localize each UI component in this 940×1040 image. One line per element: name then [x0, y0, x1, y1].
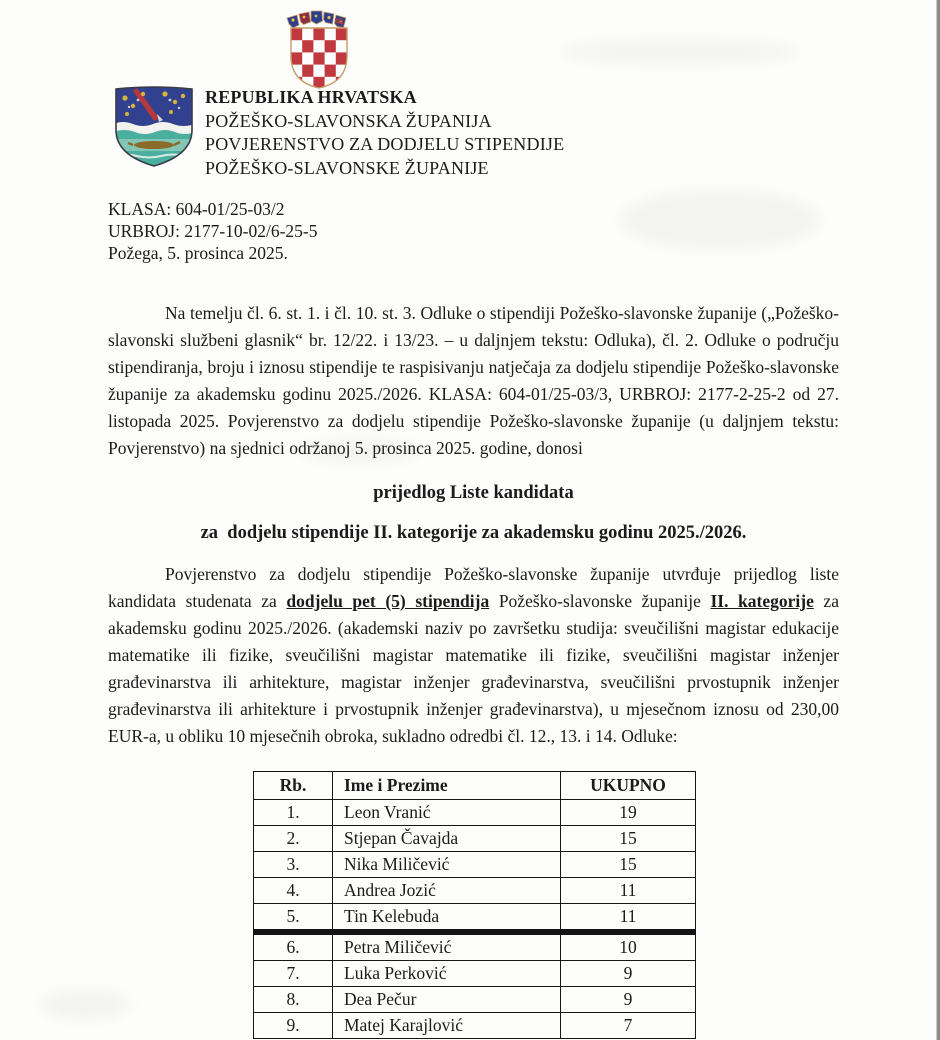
- decision-emphasis-category: II. kategorije: [710, 591, 814, 611]
- issuer-block: [205, 86, 564, 180]
- cell-name: Stjepan Čavajda: [333, 826, 561, 852]
- decision-emphasis-scholarships: dodjelu pet (5) stipendija: [286, 591, 490, 611]
- header-total: UKUPNO: [561, 772, 696, 800]
- document-body: [108, 300, 839, 1039]
- place-date-line: Požega, 5. prosinca 2025.: [108, 243, 288, 263]
- scan-smudge-artifact: [620, 190, 820, 250]
- document-title-line-2: za dodjelu stipendije II. kategorije za akademsku godinu 2025./2026.: [200, 523, 747, 543]
- decision-text-3: za akademsku godinu 2025./2026. (akademski naziv po završetku studija: sveučilišni magistar edukacije matematike ili fizike, sveučilišni magistar matematike ili fizike, sveučilišni magistar inženjer građevinarstva ili arhitekture, magistar inženjer građevinarstva, sveučilišni prvostupnik inženjer građevinarstva ili arhitekture i prvostupnik inženjer građevinarstva), u mjesečnom iznosu od 230,00 EUR-a, u obliku 10 mjesečnih obroka, sukladno odredbi čl. 12., 13. i 14. Odluke:: [108, 591, 839, 746]
- decision-text-1: Povjerenstvo za dodjelu stipendije Požeško-slavonske županije utvrđuje prijedlog liste kandidata studenata za: [108, 564, 839, 611]
- cell-total: 10: [561, 932, 696, 961]
- cell-rb: 9.: [254, 1013, 333, 1039]
- klasa-line: KLASA: 604-01/25-03/2: [108, 199, 285, 219]
- scan-edge-artifact: [935, 0, 940, 1040]
- cell-total: 15: [561, 826, 696, 852]
- cell-name: Luka Perković: [333, 961, 561, 987]
- header-rb: Rb.: [254, 772, 333, 800]
- cell-name: Andrea Jozić: [333, 878, 561, 904]
- table-row: [254, 961, 696, 987]
- document-meta: [108, 198, 318, 264]
- cell-total: 11: [561, 904, 696, 933]
- cell-rb: 1.: [254, 800, 333, 826]
- table-row: [254, 878, 696, 904]
- table-row: [254, 987, 696, 1013]
- cell-total: 15: [561, 852, 696, 878]
- cell-rb: 3.: [254, 852, 333, 878]
- decision-text-2: Požeško-slavonske županije: [489, 591, 711, 611]
- table-row: [254, 800, 696, 826]
- issuer-country: REPUBLIKA HRVATSKA: [205, 87, 417, 107]
- cell-name: Petra Miličević: [333, 932, 561, 961]
- cell-rb: 6.: [254, 932, 333, 961]
- cell-rb: 2.: [254, 826, 333, 852]
- issuer-committee: POVJERENSTVO ZA DODJELU STIPENDIJE: [205, 134, 565, 154]
- header-name: Ime i Prezime: [333, 772, 561, 800]
- candidates-table: [253, 771, 696, 1039]
- cell-name: Leon Vranić: [333, 800, 561, 826]
- table-row: [254, 826, 696, 852]
- cell-name: Nika Miličević: [333, 852, 561, 878]
- cell-total: 9: [561, 987, 696, 1013]
- document-title-line-1: prijedlog Liste kandidata: [373, 483, 574, 503]
- table-row: [254, 1013, 696, 1039]
- urbroj-line: URBROJ: 2177-10-02/6-25-5: [108, 221, 318, 241]
- cell-rb: 7.: [254, 961, 333, 987]
- cell-rb: 8.: [254, 987, 333, 1013]
- legal-basis-paragraph: Na temelju čl. 6. st. 1. i čl. 10. st. 3. Odluke o stipendiji Požeško-slavonske županije („Požeško-slavonski službeni glasnik“ br. 12/22. i 13/23. – u daljnjem tekstu: Odluka), čl. 2. Odluke o području stipendiranja, broju i iznosu stipendije te raspisivanju natječaja za dodjelu stipendije Požeško-slavonske županije za akademsku godinu 2025./2026. KLASA: 604-01/25-03/3, URBROJ: 2177-2-25-2 od 27. listopada 2025. Povjerenstvo za dodjelu stipendije Požeško-slavonske županije (u daljnjem tekstu: Povjerenstvo) na sjednici održanoj 5. prosinca 2025. godine, donosi: [108, 303, 839, 458]
- table-row: [254, 904, 696, 933]
- cell-total: 9: [561, 961, 696, 987]
- decision-paragraph: [108, 561, 839, 750]
- scan-smudge-artifact: [560, 40, 800, 64]
- table-row: [254, 852, 696, 878]
- table-row-below-cutoff: [254, 932, 696, 961]
- cell-total: 11: [561, 878, 696, 904]
- issuer-county: POŽEŠKO-SLAVONSKA ŽUPANIJA: [205, 110, 492, 131]
- cell-name: Dea Pečur: [333, 987, 561, 1013]
- cell-total: 7: [561, 1013, 696, 1039]
- cell-rb: 5.: [254, 904, 333, 933]
- table-header-row: [254, 772, 696, 800]
- cell-name: Matej Karajlović: [333, 1013, 561, 1039]
- county-coat-of-arms-icon: [113, 84, 195, 173]
- cell-name: Tin Kelebuda: [333, 904, 561, 933]
- cell-total: 19: [561, 800, 696, 826]
- issuer-committee-2: POŽEŠKO-SLAVONSKE ŽUPANIJE: [205, 157, 489, 178]
- cell-rb: 4.: [254, 878, 333, 904]
- croatia-coat-of-arms-icon: [286, 9, 352, 94]
